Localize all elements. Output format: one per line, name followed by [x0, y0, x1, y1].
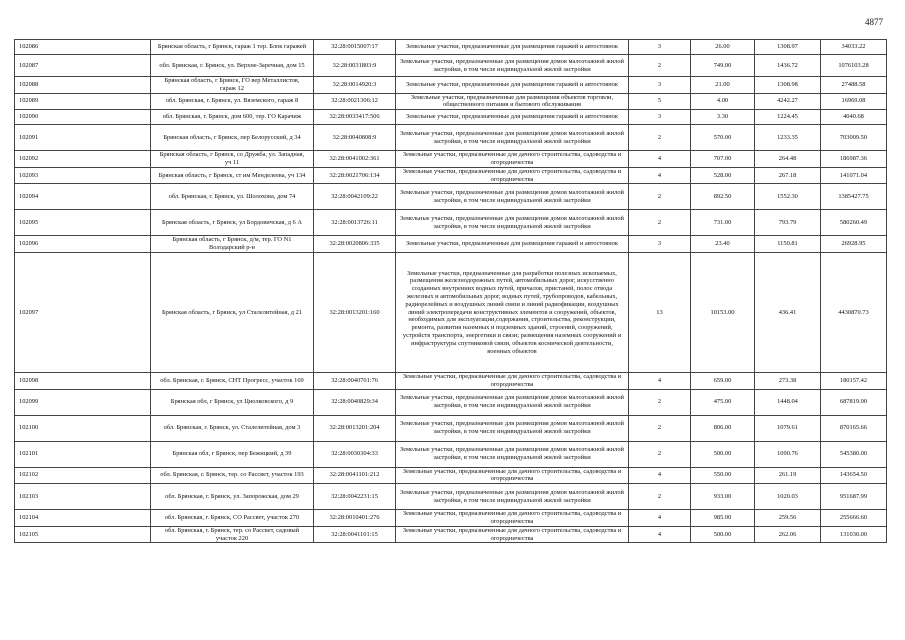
cadastral-value-cell: 255666.60	[821, 510, 887, 527]
table-row	[15, 93, 887, 110]
area-cell: 4.00	[691, 93, 755, 110]
group-cell: 3	[629, 236, 691, 253]
purpose-cell: Земельные участки, предназначенные для размещения гаражей и автостоянок	[396, 236, 629, 253]
specific-value-cell: 1233.35	[755, 125, 821, 151]
area-cell: 21.00	[691, 77, 755, 94]
id-cell: 102097	[15, 252, 151, 372]
address-cell: Брянская область, г Брянск, ГО вер Металлистов, гараж 12	[151, 77, 314, 94]
purpose-cell: Земельные участки, предназначенные для дачного строительства, садоводства и огородничества	[396, 510, 629, 527]
area-cell: 806.00	[691, 415, 755, 441]
group-cell: 2	[629, 484, 691, 510]
cadastral-number-cell: 32:28:0031803:9	[314, 55, 396, 77]
specific-value-cell: 1308.97	[755, 40, 821, 55]
address-cell: обл. Брянская, г. Брянск, дом 600, тер. ГО Карачиж	[151, 110, 314, 125]
area-cell: 500.00	[691, 526, 755, 543]
group-cell: 4	[629, 510, 691, 527]
id-cell: 102104	[15, 510, 151, 527]
specific-value-cell: 261.19	[755, 467, 821, 484]
id-cell: 102103	[15, 484, 151, 510]
cadastral-number-cell: 32:28:0013201:204	[314, 415, 396, 441]
table-row	[15, 389, 887, 415]
area-cell: 26.00	[691, 40, 755, 55]
id-cell: 102088	[15, 77, 151, 94]
cadastral-value-cell: 143654.50	[821, 467, 887, 484]
address-cell: обл. Брянская, г. Брянск, ул. Сталелитейная, дом 3	[151, 415, 314, 441]
cadastral-value-cell: 951687.99	[821, 484, 887, 510]
address-cell: обл. Брянская, г. Брянск, ул. Шолохова, дом 74	[151, 184, 314, 210]
specific-value-cell: 793.79	[755, 210, 821, 236]
cadastral-number-cell: 32:28:0040808:9	[314, 125, 396, 151]
table-row	[15, 110, 887, 125]
group-cell: 2	[629, 55, 691, 77]
cadastral-number-cell: 32:28:0041002:361	[314, 151, 396, 168]
cadastral-number-cell: 32:28:0042109:22	[314, 184, 396, 210]
purpose-cell: Земельные участки, предназначенные для размещения домов малоэтажной жилой застройки, в том числе индивидуальной жилой застройки	[396, 389, 629, 415]
table-row	[15, 167, 887, 184]
cadastral-number-cell: 32:28:0033417:506	[314, 110, 396, 125]
group-cell: 4	[629, 526, 691, 543]
group-cell: 2	[629, 389, 691, 415]
group-cell: 2	[629, 210, 691, 236]
specific-value-cell: 1224.45	[755, 110, 821, 125]
cadastral-value-cell: 580260.49	[821, 210, 887, 236]
specific-value-cell: 1020.03	[755, 484, 821, 510]
cadastral-value-cell: 1385427.75	[821, 184, 887, 210]
group-cell: 13	[629, 252, 691, 372]
group-cell: 4	[629, 372, 691, 389]
cadastral-number-cell: 32:28:0021306:12	[314, 93, 396, 110]
table-row	[15, 236, 887, 253]
specific-value-cell: 273.38	[755, 372, 821, 389]
address-cell: Брянская область, г Брянск, ул Сталелитейная, д 21	[151, 252, 314, 372]
cadastral-table	[14, 39, 887, 543]
cadastral-value-cell: 870165.66	[821, 415, 887, 441]
address-cell: Брянская область, г Брянск, пер Белорусский, д 34	[151, 125, 314, 151]
area-cell: 933.00	[691, 484, 755, 510]
area-cell: 10153.00	[691, 252, 755, 372]
table-row	[15, 467, 887, 484]
id-cell: 102101	[15, 441, 151, 467]
specific-value-cell: 436.41	[755, 252, 821, 372]
cadastral-number-cell: 32:28:0042231:15	[314, 484, 396, 510]
id-cell: 102095	[15, 210, 151, 236]
cadastral-value-cell: 687819.00	[821, 389, 887, 415]
page-number: 4877	[865, 17, 883, 27]
purpose-cell: Земельные участки, предназначенные для дачного строительства, садоводства и огородничества	[396, 467, 629, 484]
area-cell: 892.50	[691, 184, 755, 210]
specific-value-cell: 1079.61	[755, 415, 821, 441]
id-cell: 102102	[15, 467, 151, 484]
table-row	[15, 415, 887, 441]
address-cell: обл. Брянская, г. Брянск, ул. Вяземского, гараж 8	[151, 93, 314, 110]
purpose-cell: Земельные участки, предназначенные для размещения домов малоэтажной жилой застройки, в том числе индивидуальной жилой застройки	[396, 415, 629, 441]
cadastral-number-cell: 32:28:0040829:34	[314, 389, 396, 415]
address-cell: Брянская область, г Брянск, ул Бордовичская, д 6 А	[151, 210, 314, 236]
id-cell: 102092	[15, 151, 151, 168]
specific-value-cell: 1552.30	[755, 184, 821, 210]
address-cell: Брянская область, г Брянск, ст им Менделеева, уч 134	[151, 167, 314, 184]
id-cell: 102091	[15, 125, 151, 151]
id-cell: 102093	[15, 167, 151, 184]
area-cell: 23.40	[691, 236, 755, 253]
address-cell: обл. Брянская, г. Брянск, ул. Верхне-Заречная, дом 15	[151, 55, 314, 77]
address-cell: обл. Брянская, г. Брянск, СО Рассвет, участок 270	[151, 510, 314, 527]
cadastral-value-cell: 4040.68	[821, 110, 887, 125]
table-row	[15, 510, 887, 527]
id-cell: 102089	[15, 93, 151, 110]
specific-value-cell: 1090.76	[755, 441, 821, 467]
cadastral-number-cell: 32:28:0041101:212	[314, 467, 396, 484]
address-cell: Брянская область, г Брянск, гараж 1 тер. Блок гаражей	[151, 40, 314, 55]
purpose-cell: Земельные участки, предназначенные для размещения объектов торговли, общественного питания и бытового обслуживания	[396, 93, 629, 110]
table-row	[15, 252, 887, 372]
address-cell: Брянская обл, г Брянск, пер Бежицкий, д 39	[151, 441, 314, 467]
address-cell: Брянская область, г Брянск, д/м, тер. ГО N1 Володарский р-н	[151, 236, 314, 253]
area-cell: 731.00	[691, 210, 755, 236]
cadastral-number-cell: 32:28:0020806:335	[314, 236, 396, 253]
purpose-cell: Земельные участки, предназначенные для разработки полезных ископаемых, размещения железнодорожных путей, автомобильных дорог, искусственно созданных внутренних водных путей, причалов, пристаней, полос отвода железных и автомобильных дорог, водных путей, трубопроводов, кабельных, радиорелейных и воздушных линий связи и линий радиофикации, воздушных линий электропередачи конструктивных элементов и сооружений, объектов, необходимых для эксплуатации,содержания, строительства, реконструкции, ремонта, развития наземных и подземных зданий, строений, сооружений, устройств транспорта, энергетики и связи; размещения наземных сооружений и инфраструктуры спутниковой связи, объектов космической деятельности, военных объектов	[396, 252, 629, 372]
cadastral-value-cell: 16969.08	[821, 93, 887, 110]
id-cell: 102094	[15, 184, 151, 210]
specific-value-cell: 4242.27	[755, 93, 821, 110]
area-cell: 570.00	[691, 125, 755, 151]
cadastral-value-cell: 26928.95	[821, 236, 887, 253]
area-cell: 528.00	[691, 167, 755, 184]
address-cell: обл. Брянская, г. Брянск, тер. со Рассвет, участок 193	[151, 467, 314, 484]
group-cell: 3	[629, 77, 691, 94]
group-cell: 4	[629, 151, 691, 168]
group-cell: 3	[629, 110, 691, 125]
cadastral-number-cell: 32:28:0021706:134	[314, 167, 396, 184]
table-row	[15, 77, 887, 94]
cadastral-value-cell: 34033.22	[821, 40, 887, 55]
specific-value-cell: 267.18	[755, 167, 821, 184]
purpose-cell: Земельные участки, предназначенные для дачного строительства, садоводства и огородничества	[396, 167, 629, 184]
cadastral-value-cell: 141071.04	[821, 167, 887, 184]
purpose-cell: Земельные участки, предназначенные для дачного строительства, садоводства и огородничества	[396, 526, 629, 543]
group-cell: 2	[629, 125, 691, 151]
group-cell: 2	[629, 441, 691, 467]
table-row	[15, 526, 887, 543]
address-cell: обл. Брянская, г. Брянск, ул. Запорожская, дом 29	[151, 484, 314, 510]
purpose-cell: Земельные участки, предназначенные для дачного строительства, садоводства и огородничества	[396, 151, 629, 168]
area-cell: 659.00	[691, 372, 755, 389]
area-cell: 550.00	[691, 467, 755, 484]
cadastral-number-cell: 32:28:0015007:17	[314, 40, 396, 55]
group-cell: 4	[629, 467, 691, 484]
specific-value-cell: 1308.98	[755, 77, 821, 94]
cadastral-number-cell: 32:28:0014920:3	[314, 77, 396, 94]
specific-value-cell: 262.06	[755, 526, 821, 543]
area-cell: 707.00	[691, 151, 755, 168]
address-cell: обл. Брянская, г. Брянск, СНТ Прогресс, участок 169	[151, 372, 314, 389]
id-cell: 102098	[15, 372, 151, 389]
address-cell: Брянская область, г Брянск, со Дружба, ул. Западная, уч 11	[151, 151, 314, 168]
area-cell: 3.30	[691, 110, 755, 125]
purpose-cell: Земельные участки, предназначенные для размещения домов малоэтажной жилой застройки, в том числе индивидуальной жилой застройки	[396, 441, 629, 467]
area-cell: 500.00	[691, 441, 755, 467]
cadastral-value-cell: 545380.00	[821, 441, 887, 467]
cadastral-number-cell: 32:28:0041101:15	[314, 526, 396, 543]
table-row	[15, 125, 887, 151]
group-cell: 2	[629, 415, 691, 441]
group-cell: 4	[629, 167, 691, 184]
cadastral-number-cell: 32:28:0013726:11	[314, 210, 396, 236]
table-row	[15, 40, 887, 55]
address-cell: обл. Брянская, г. Брянск, тер. со Рассвет, садовый участок 220	[151, 526, 314, 543]
area-cell: 475.00	[691, 389, 755, 415]
group-cell: 2	[629, 184, 691, 210]
cadastral-value-cell: 1076103.28	[821, 55, 887, 77]
group-cell: 3	[629, 40, 691, 55]
area-cell: 985.00	[691, 510, 755, 527]
table-row	[15, 484, 887, 510]
group-cell: 5	[629, 93, 691, 110]
table-row	[15, 372, 887, 389]
id-cell: 102099	[15, 389, 151, 415]
cadastral-value-cell: 27488.58	[821, 77, 887, 94]
id-cell: 102096	[15, 236, 151, 253]
cadastral-value-cell: 180157.42	[821, 372, 887, 389]
table-row	[15, 151, 887, 168]
address-cell: Брянская обл, г Брянск, ул Циолковского, д 9	[151, 389, 314, 415]
id-cell: 102100	[15, 415, 151, 441]
id-cell: 102087	[15, 55, 151, 77]
cadastral-number-cell: 32:28:0030304:33	[314, 441, 396, 467]
table-row	[15, 441, 887, 467]
specific-value-cell: 1150.81	[755, 236, 821, 253]
id-cell: 102105	[15, 526, 151, 543]
cadastral-number-cell: 32:28:0013201:160	[314, 252, 396, 372]
purpose-cell: Земельные участки, предназначенные для размещения домов малоэтажной жилой застройки, в том числе индивидуальной жилой застройки	[396, 184, 629, 210]
cadastral-number-cell: 32:28:0010401:276	[314, 510, 396, 527]
purpose-cell: Земельные участки, предназначенные для размещения гаражей и автостоянок	[396, 77, 629, 94]
purpose-cell: Земельные участки, предназначенные для размещения домов малоэтажной жилой застройки, в том числе индивидуальной жилой застройки	[396, 125, 629, 151]
area-cell: 749.00	[691, 55, 755, 77]
id-cell: 102090	[15, 110, 151, 125]
id-cell: 102086	[15, 40, 151, 55]
purpose-cell: Земельные участки, предназначенные для размещения домов малоэтажной жилой застройки, в том числе индивидуальной жилой застройки	[396, 55, 629, 77]
purpose-cell: Земельные участки, предназначенные для размещения гаражей и автостоянок	[396, 110, 629, 125]
purpose-cell: Земельные участки, предназначенные для размещения домов малоэтажной жилой застройки, в том числе индивидуальной жилой застройки	[396, 210, 629, 236]
table-row	[15, 210, 887, 236]
cadastral-value-cell: 131030.00	[821, 526, 887, 543]
table-row	[15, 184, 887, 210]
cadastral-value-cell: 4430870.73	[821, 252, 887, 372]
cadastral-value-cell: 186987.36	[821, 151, 887, 168]
purpose-cell: Земельные участки, предназначенные для дачного строительства, садоводства и огородничества	[396, 372, 629, 389]
purpose-cell: Земельные участки, предназначенные для размещения гаражей и автостоянок	[396, 40, 629, 55]
specific-value-cell: 264.48	[755, 151, 821, 168]
table-row	[15, 55, 887, 77]
cadastral-value-cell: 703009.50	[821, 125, 887, 151]
specific-value-cell: 1448.04	[755, 389, 821, 415]
specific-value-cell: 259.56	[755, 510, 821, 527]
purpose-cell: Земельные участки, предназначенные для размещения домов малоэтажной жилой застройки, в том числе индивидуальной жилой застройки	[396, 484, 629, 510]
specific-value-cell: 1436.72	[755, 55, 821, 77]
cadastral-number-cell: 32:28:0040701:76	[314, 372, 396, 389]
